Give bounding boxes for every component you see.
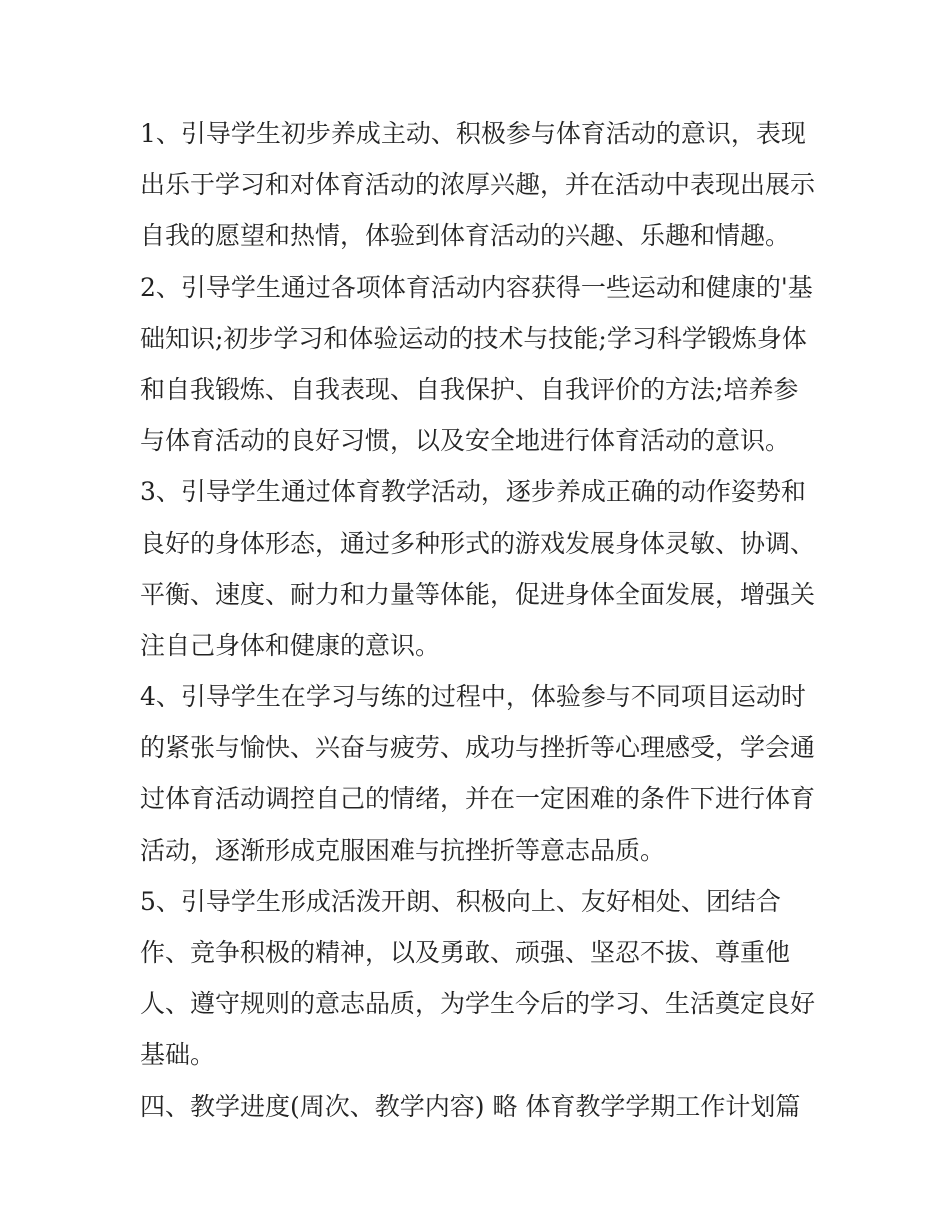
text-line: 人、遵守规则的意志品质，为学生今后的学习、生活奠定良好: [140, 989, 816, 1019]
text-line: 平衡、速度、耐力和力量等体能，促进身体全面发展，增强关: [140, 579, 816, 609]
text-line: 良好的身体形态，通过多种形式的游戏发展身体灵敏、协调、: [140, 528, 816, 558]
text-line: 1、引导学生初步养成主动、积极参与体育活动的意识，表现: [140, 119, 806, 148]
text-line: 作、竞争积极的精神，以及勇敢、顽强、坚忍不拔、尊重他: [140, 938, 791, 967]
text-line: 的紧张与愉快、兴奋与疲劳、成功与挫折等心理感受，学会通: [140, 733, 816, 763]
text-line: 活动，逐渐形成克服困难与抗挫折等意志品质。: [140, 835, 666, 865]
text-line: 四、教学进度(周次、教学内容) 略 体育教学学期工作计划篇: [140, 1091, 801, 1121]
text-line: 与体育活动的良好习惯，以及安全地进行体育活动的意识。: [140, 426, 791, 456]
document-body: [140, 108, 820, 1132]
text-line: 过体育活动调控自己的情绪，并在一定困难的条件下进行体育: [140, 784, 816, 814]
text-line: 和自我锻炼、自我表现、自我保护、自我评价的方法;培养参: [140, 374, 799, 404]
text-line: 基础。: [140, 1040, 216, 1070]
text-line: 础知识;初步学习和体验运动的技术与技能;学习科学锻炼身体: [140, 323, 807, 353]
text-line: 4、引导学生在学习与练的过程中，体验参与不同项目运动时: [140, 682, 806, 712]
text-line: 2、引导学生通过各项体育活动内容获得一些运动和健康的'基: [140, 272, 813, 302]
text-line: 5、引导学生形成活泼开朗、积极向上、友好相处、团结合: [140, 886, 781, 916]
text-line: 3、引导学生通过体育教学活动，逐步养成正确的动作姿势和: [140, 477, 806, 507]
text-line: 注自己身体和健康的意识。: [140, 630, 441, 660]
text-line: 出乐于学习和对体育活动的浓厚兴趣，并在活动中表现出展示: [140, 170, 816, 200]
text-line: 自我的愿望和热情，体验到体育活动的兴趣、乐趣和情趣。: [140, 221, 791, 251]
